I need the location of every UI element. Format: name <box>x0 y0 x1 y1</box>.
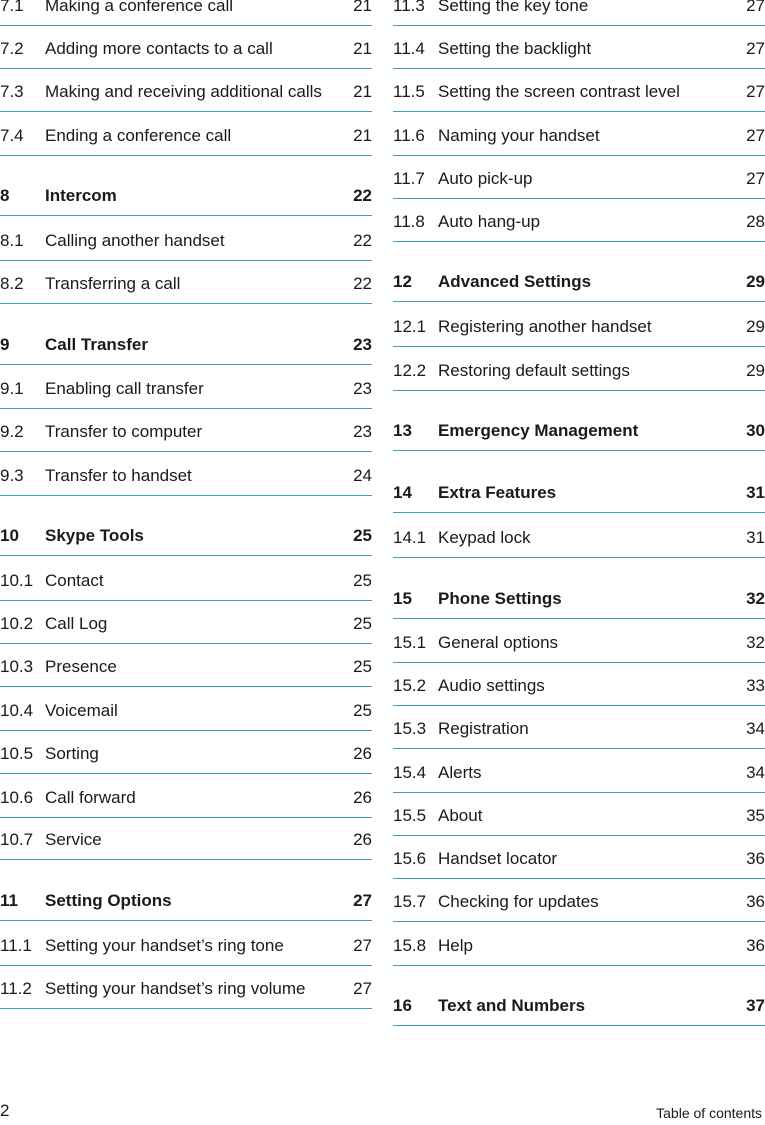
toc-entry-title: Voicemail <box>45 701 118 720</box>
toc-entry-page: 29 <box>746 317 765 336</box>
toc-entry-page: 27 <box>746 126 765 145</box>
toc-section-row <box>393 0 765 26</box>
toc-section-row <box>393 618 765 663</box>
toc-entry-number: 13 <box>393 421 412 440</box>
toc-entry-page: 27 <box>353 891 372 910</box>
toc-entry-number: 10.5 <box>0 744 34 763</box>
toc-section-row <box>0 600 372 644</box>
toc-entry-title: About <box>438 806 483 825</box>
toc-entry-number: 15.1 <box>393 633 427 652</box>
toc-entry-number: 10.1 <box>0 571 34 590</box>
toc-entry-page: 32 <box>746 633 765 652</box>
toc-entry-number: 15.3 <box>393 719 427 738</box>
toc-entry-title: Help <box>438 936 473 955</box>
toc-entry-number: 11.6 <box>393 126 425 145</box>
toc-entry-number: 11 <box>0 891 18 910</box>
toc-entry-title: Keypad lock <box>438 528 531 547</box>
toc-entry-title: Service <box>45 830 102 849</box>
toc-entry-title: Setting your handset’s ring tone <box>45 936 284 955</box>
toc-entry-page: 27 <box>746 82 765 101</box>
toc-entry-page: 28 <box>746 212 765 231</box>
toc-section-row <box>393 748 765 793</box>
toc-entry-number: 14 <box>393 483 412 502</box>
toc-section-row <box>0 364 372 409</box>
toc-entry-number: 15.4 <box>393 763 427 782</box>
toc-chapter-row <box>393 965 765 1026</box>
toc-entry-title: Handset locator <box>438 849 558 868</box>
toc-section-row <box>393 512 765 558</box>
toc-entry-number: 11.2 <box>0 979 32 998</box>
toc-entry-title: Setting your handset’s ring volume <box>45 979 306 998</box>
toc-entry-number: 11.7 <box>393 169 425 188</box>
toc-entry-title: Phone Settings <box>438 589 562 608</box>
toc-entry-number: 12 <box>393 272 412 291</box>
toc-entry-number: 8.1 <box>0 231 24 250</box>
toc-entry-title: Audio settings <box>438 676 545 695</box>
toc-section-row <box>393 68 765 112</box>
toc-entry-title: Auto pick-up <box>438 169 533 188</box>
toc-section-row <box>393 301 765 347</box>
toc-entry-number: 11.1 <box>0 936 32 955</box>
toc-entry-title: Call Transfer <box>45 335 148 354</box>
toc-entry-title: Emergency Management <box>438 421 639 440</box>
toc-entry-number: 12.2 <box>393 361 427 380</box>
toc-entry-page: 25 <box>353 614 372 633</box>
toc-chapter-row <box>393 557 765 619</box>
toc-entry-title: Transfer to computer <box>45 422 203 441</box>
toc-entry-title: Presence <box>45 657 117 676</box>
toc-entry-page: 27 <box>746 169 765 188</box>
toc-entry-page: 34 <box>746 763 765 782</box>
toc-entry-title: Auto hang-up <box>438 212 541 231</box>
toc-entry-title: Sorting <box>45 744 99 763</box>
toc-entry-page: 27 <box>353 936 372 955</box>
toc-section-row <box>0 686 372 731</box>
toc-entry-number: 11.3 <box>393 0 425 15</box>
toc-entry-page: 29 <box>746 361 765 380</box>
toc-entry-title: Text and Numbers <box>438 996 586 1015</box>
toc-entry-number: 10.6 <box>0 788 34 807</box>
toc-chapter-row <box>0 155 372 216</box>
toc-entry-page: 34 <box>746 719 765 738</box>
toc-entry-title: Transferring a call <box>45 274 181 293</box>
toc-entry-number: 7.3 <box>0 82 24 101</box>
toc-entry-title: Call Log <box>45 614 108 633</box>
toc-entry-title: Contact <box>45 571 104 590</box>
toc-entry-number: 10.3 <box>0 657 34 676</box>
toc-entry-number: 15.6 <box>393 849 427 868</box>
toc-section-row <box>0 920 372 966</box>
toc-entry-number: 9.3 <box>0 466 24 485</box>
toc-entry-page: 26 <box>353 788 372 807</box>
toc-entry-page: 31 <box>746 483 765 502</box>
toc-entry-page: 21 <box>353 82 372 101</box>
toc-entry-number: 11.8 <box>393 212 425 231</box>
toc-entry-page: 23 <box>353 335 372 354</box>
toc-entry-number: 11.5 <box>393 82 425 101</box>
toc-section-row <box>393 25 765 69</box>
toc-entry-title: Setting the key tone <box>438 0 589 15</box>
toc-section-row <box>0 730 372 774</box>
toc-entry-title: Setting the screen contrast level <box>438 82 680 101</box>
toc-entry-title: Restoring default settings <box>438 361 630 380</box>
toc-chapter-row <box>0 859 372 921</box>
toc-entry-page: 27 <box>746 0 765 15</box>
toc-entry-number: 10.2 <box>0 614 34 633</box>
toc-section-row <box>0 25 372 69</box>
toc-entry-number: 10.4 <box>0 701 34 720</box>
toc-section-row <box>393 705 765 749</box>
toc-entry-number: 16 <box>393 996 412 1015</box>
toc-entry-title: Transfer to handset <box>45 466 192 485</box>
toc-entry-title: Alerts <box>438 763 482 782</box>
toc-entry-number: 9.1 <box>0 379 24 398</box>
toc-entry-title: Making and receiving additional calls <box>45 82 322 101</box>
toc-entry-page: 27 <box>353 979 372 998</box>
toc-section-row <box>0 817 372 860</box>
toc-entry-page: 26 <box>353 830 372 849</box>
toc-entry-number: 10 <box>0 526 19 545</box>
toc-entry-title: Calling another handset <box>45 231 225 250</box>
toc-chapter-row <box>393 241 765 302</box>
toc-section-row <box>0 643 372 687</box>
toc-entry-page: 24 <box>353 466 372 485</box>
toc-entry-page: 22 <box>353 231 372 250</box>
toc-entry-title: General options <box>438 633 559 652</box>
toc-entry-number: 9 <box>0 335 10 354</box>
toc-entry-page: 35 <box>746 806 765 825</box>
toc-section-row <box>393 198 765 242</box>
toc-entry-title: Naming your handset <box>438 126 600 145</box>
toc-entry-title: Extra Features <box>438 483 557 502</box>
toc-section-row <box>0 215 372 261</box>
toc-entry-number: 15.2 <box>393 676 427 695</box>
toc-chapter-row <box>0 495 372 556</box>
toc-entry-number: 14.1 <box>393 528 427 547</box>
toc-entry-title: Call forward <box>45 788 136 807</box>
toc-entry-page: 30 <box>746 421 765 440</box>
toc-entry-page: 33 <box>746 676 765 695</box>
toc-section-row <box>393 111 765 156</box>
toc-entry-page: 25 <box>353 571 372 590</box>
toc-entry-page: 23 <box>353 379 372 398</box>
page-number: 2 <box>0 1101 10 1120</box>
toc-entry-title: Registering another handset <box>438 317 652 336</box>
toc-section-row <box>0 408 372 452</box>
toc-entry-number: 7.2 <box>0 39 24 58</box>
toc-section-row <box>393 155 765 199</box>
toc-entry-page: 21 <box>353 126 372 145</box>
toc-entry-page: 21 <box>353 39 372 58</box>
toc-entry-number: 12.1 <box>393 317 427 336</box>
toc-entry-title: Making a conference call <box>45 0 234 15</box>
toc-entry-page: 32 <box>746 589 765 608</box>
toc-section-row <box>0 451 372 496</box>
toc-entry-number: 15.5 <box>393 806 427 825</box>
toc-entry-page: 36 <box>746 892 765 911</box>
toc-entry-title: Setting Options <box>45 891 172 910</box>
toc-section-row <box>393 921 765 966</box>
toc-entry-page: 25 <box>353 526 372 545</box>
toc-entry-number: 15.8 <box>393 936 427 955</box>
toc-chapter-row <box>393 450 765 513</box>
toc-entry-page: 29 <box>746 272 765 291</box>
toc-section-row <box>0 773 372 818</box>
footer-section-name: Table of contents <box>656 1105 762 1121</box>
toc-section-row <box>0 0 372 26</box>
toc-entry-page: 25 <box>353 701 372 720</box>
toc-entry-page: 26 <box>353 744 372 763</box>
toc-section-row <box>0 260 372 304</box>
toc-entry-title: Advanced Settings <box>438 272 592 291</box>
toc-chapter-row <box>393 390 765 451</box>
toc-entry-number: 15 <box>393 589 412 608</box>
toc-entry-page: 21 <box>353 0 372 15</box>
toc-entry-number: 11.4 <box>393 39 425 58</box>
toc-entry-number: 7.1 <box>0 0 24 15</box>
toc-section-row <box>0 68 372 112</box>
toc-entry-number: 8.2 <box>0 274 24 293</box>
toc-entry-page: 25 <box>353 657 372 676</box>
toc-entry-title: Registration <box>438 719 529 738</box>
toc-section-row <box>393 662 765 706</box>
toc-entry-page: 23 <box>353 422 372 441</box>
toc-section-row <box>0 965 372 1009</box>
toc-section-row <box>393 878 765 922</box>
toc-entry-page: 31 <box>746 528 765 547</box>
toc-section-row <box>393 835 765 879</box>
toc-entry-title: Adding more contacts to a call <box>45 39 273 58</box>
toc-entry-page: 36 <box>746 849 765 868</box>
toc-section-row <box>0 111 372 156</box>
toc-chapter-row <box>0 303 372 365</box>
toc-entry-page: 37 <box>746 996 765 1015</box>
toc-section-row <box>393 792 765 836</box>
toc-entry-title: Ending a conference call <box>45 126 232 145</box>
toc-entry-page: 22 <box>353 274 372 293</box>
toc-entry-title: Checking for updates <box>438 892 599 911</box>
toc-entry-page: 36 <box>746 936 765 955</box>
toc-entry-title: Skype Tools <box>45 526 144 545</box>
toc-entry-page: 22 <box>353 186 372 205</box>
toc-entry-number: 8 <box>0 186 10 205</box>
toc-entry-title: Enabling call transfer <box>45 379 204 398</box>
toc-entry-title: Intercom <box>45 186 117 205</box>
toc-entry-number: 15.7 <box>393 892 427 911</box>
toc-entry-number: 10.7 <box>0 830 34 849</box>
toc-section-row <box>393 346 765 391</box>
toc-entry-title: Setting the backlight <box>438 39 592 58</box>
toc-entry-number: 9.2 <box>0 422 24 441</box>
toc-entry-page: 27 <box>746 39 765 58</box>
toc-section-row <box>0 555 372 601</box>
toc-entry-number: 7.4 <box>0 126 24 145</box>
